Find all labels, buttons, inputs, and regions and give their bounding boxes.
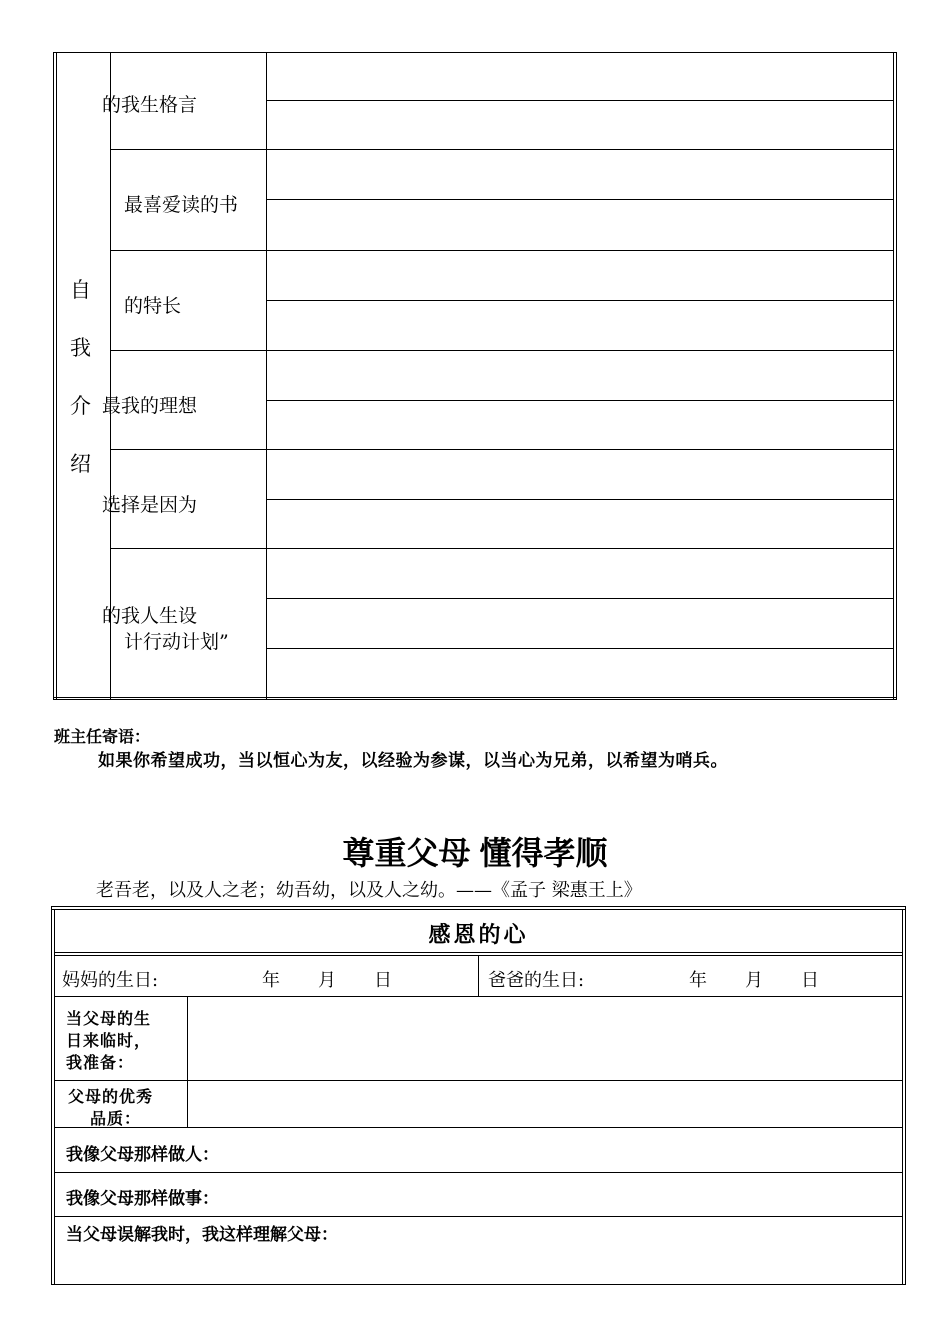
writing-line: [266, 100, 894, 101]
table-title: 感恩的心: [428, 922, 529, 948]
mother-birthday-label: 妈妈的生日:: [62, 970, 159, 991]
father-birthday-month-unit: 月: [745, 970, 763, 991]
teacher-note-heading: 班主任寄语：: [54, 727, 151, 746]
row-label-motto: 的我生格言: [102, 94, 198, 116]
self-intro-side-label-char: 我: [70, 336, 91, 360]
prepare-label-line: 我准备：: [66, 1053, 135, 1072]
writing-line: [266, 300, 894, 301]
section-title: 尊重父母 懂得孝顺: [342, 835, 608, 871]
misunderstood-label: 当父母误解我时，我这样理解父母：: [66, 1225, 338, 1245]
prepare-label-line: 日来临时，: [66, 1031, 152, 1050]
father-birthday-day-unit: 日: [801, 970, 819, 991]
teacher-note-body: 如果你希望成功，当以恒心为友，以经验为参谋，以当心为兄弟，以希望为哨兵。: [98, 751, 728, 771]
row-label-life-plan-line1: 的我人生设: [102, 605, 198, 627]
self-intro-side-label-char: 自: [70, 278, 91, 302]
row-label-life-plan-line2: 计行动计划”: [124, 631, 229, 653]
like-parents-work-label: 我像父母那样做事：: [66, 1189, 219, 1209]
self-intro-side-label-char: 绍: [70, 452, 91, 476]
qualities-label-line: 品质：: [90, 1109, 142, 1128]
writing-line: [266, 400, 894, 401]
writing-line: [266, 648, 894, 649]
writing-line: [266, 199, 894, 200]
row-label-ideal: 最我的理想: [102, 395, 198, 417]
row-label-reason: 选择是因为: [102, 494, 198, 516]
mother-birthday-year-unit: 年: [262, 970, 280, 991]
father-birthday-year-unit: 年: [689, 970, 707, 991]
writing-line: [266, 598, 894, 599]
mother-birthday-month-unit: 月: [318, 970, 336, 991]
mother-birthday-day-unit: 日: [374, 970, 392, 991]
row-label-favorite-book: 最喜爱读的书: [124, 194, 239, 216]
quote: 老吾老，以及人之老；幼吾幼，以及人之幼。——《孟子 梁惠王上》: [96, 880, 642, 901]
prepare-label-line: 当父母的生: [66, 1009, 152, 1028]
self-intro-side-label-char: 介: [70, 394, 91, 418]
writing-line: [266, 499, 894, 500]
father-birthday-label: 爸爸的生日:: [488, 970, 585, 991]
like-parents-person-label: 我像父母那样做人：: [66, 1145, 219, 1165]
qualities-label-line: 父母的优秀: [68, 1087, 154, 1106]
row-label-specialty: 的特长: [124, 295, 182, 317]
